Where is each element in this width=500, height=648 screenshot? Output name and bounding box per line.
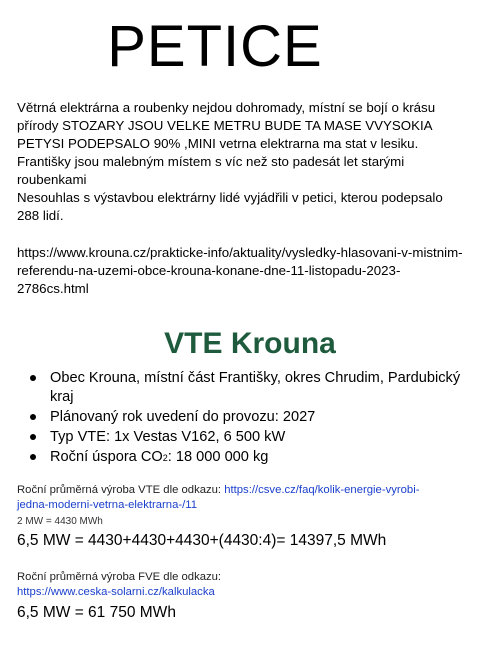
facts-list (20, 369, 480, 469)
vte-note: 2 MW = 4430 MWh (17, 516, 103, 527)
fve-output-label (17, 570, 487, 600)
source-url-line: referendu-na-uzemi-obce-krouna-konane-dne-11-listopadu-2023- (17, 263, 401, 278)
list-item-text: Obec Krouna, místní část Františky, okres Chrudim, Pardubický (50, 370, 461, 386)
list-item (20, 369, 480, 407)
list-item (20, 448, 480, 468)
intro-line: Nesouhlas s výstavbou elektrárny lidé vyjádřili v petici, kterou podepsalo (17, 190, 443, 205)
vte-source-link-continued[interactable]: jedna-moderni-vetrna-elektrarna-/11 (17, 499, 197, 511)
intro-line: přírody STOZARY JSOU VELKE METRU BUDE TA MASE VVYSOKIA (17, 118, 433, 133)
source-url-line: 2786cs.html (17, 281, 89, 296)
page-title: PETICE (107, 14, 323, 79)
intro-line: roubenkami (17, 172, 87, 187)
vte-calculation: 6,5 MW = 4430+4430+4430+(4430:4)= 14397,5 MWh (17, 532, 387, 549)
vte-source-link[interactable]: https://csve.cz/faq/kolik-energie-vyrobi- (224, 484, 420, 496)
vte-output-label (17, 483, 487, 513)
intro-line: Františky jsou malebným místem s víc než sto padesát let starými (17, 154, 405, 169)
list-item-text: kraj (50, 389, 74, 405)
list-item (20, 428, 480, 447)
intro-paragraph (17, 99, 487, 225)
fve-source-link[interactable]: https://www.ceska-solarni.cz/kalkulacka (17, 586, 215, 598)
fve-label-text: Roční průměrná výroba FVE dle odkazu: (17, 571, 222, 583)
section-heading: VTE Krouna (164, 327, 336, 360)
list-item (20, 408, 480, 427)
intro-line: 288 lidí. (17, 208, 64, 223)
intro-line: PETYSI PODEPSALO 90% ,MINI vetrna elektrarna ma stat v lesiku. (17, 136, 419, 151)
subscript-text: 2 (162, 453, 168, 463)
list-item-text: : 18 000 000 kg (167, 449, 269, 465)
vte-label-text: Roční průměrná výroba VTE dle odkazu: (17, 484, 225, 496)
source-url-line: https://www.krouna.cz/prakticke-info/aktuality/vysledky-hlasovani-v-mistnim- (17, 245, 463, 260)
list-item-text: Roční úspora CO (50, 449, 163, 465)
source-url (17, 244, 487, 298)
list-item-text: Plánovaný rok uvedení do provozu: 2027 (50, 409, 316, 425)
fve-calculation: 6,5 MW = 61 750 MWh (17, 604, 176, 621)
list-item-text: Typ VTE: 1x Vestas V162, 6 500 kW (50, 429, 286, 445)
intro-line: Větrná elektrárna a roubenky nejdou dohromady, místní se bojí o krásu (17, 100, 436, 115)
